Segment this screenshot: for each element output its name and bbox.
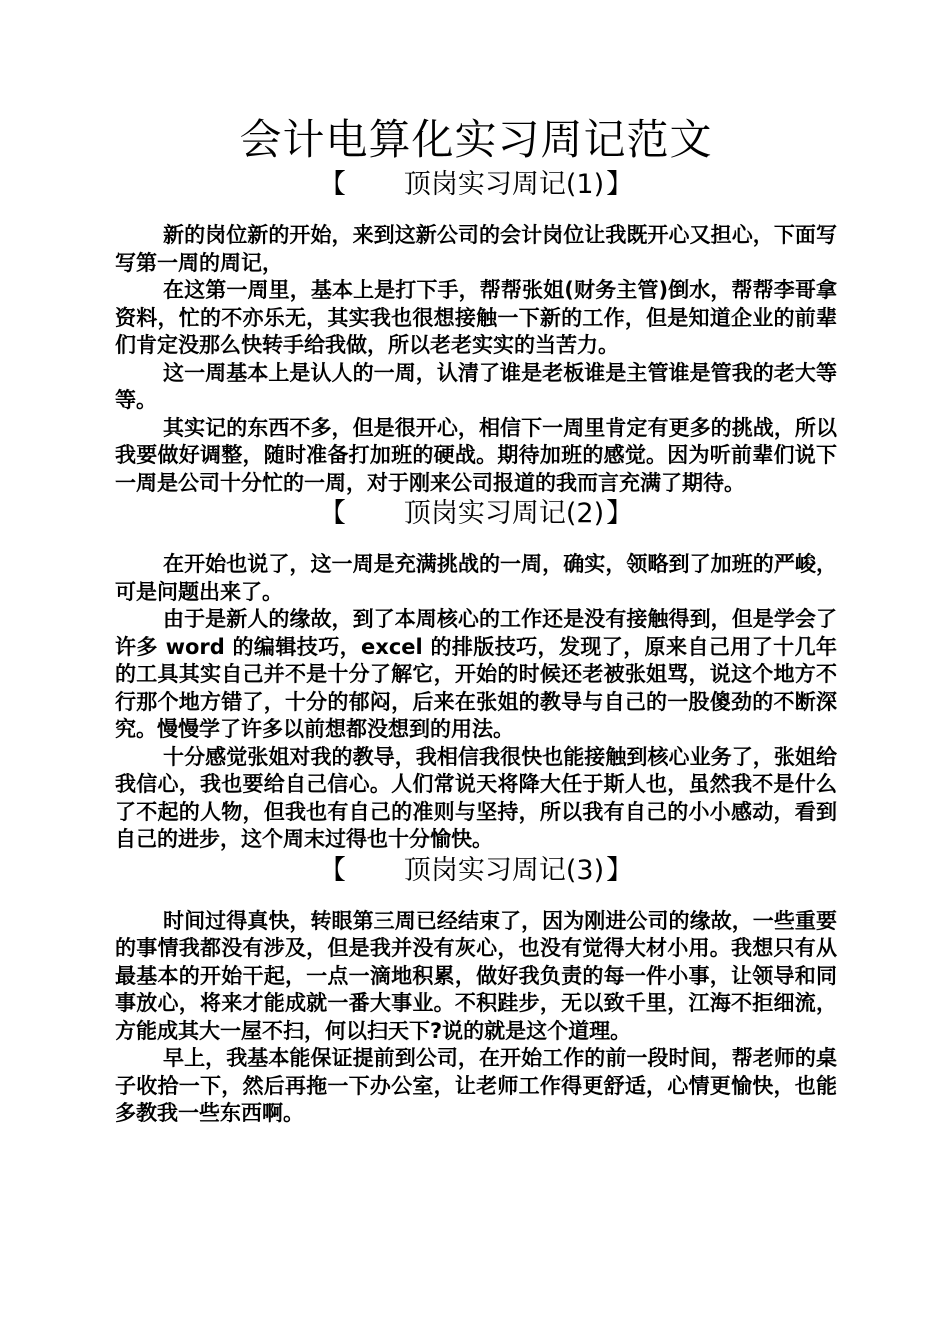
bracket-open: 【 [318, 169, 346, 200]
paragraph: 其实记的东西不多，但是很开心，相信下一周里肯定有更多的挑战，所以我要做好调整，随时准备打加班的硬战。期待加班的感觉。因为听前辈们说下一周是公司十分忙的一周，对于刚来公司报道的我而言充满了期待。 [115, 415, 837, 495]
spacer [115, 888, 837, 908]
paragraph: 时间过得真快，转眼第三周已经结束了，因为刚进公司的缘故，一些重要的事情我都没有涉及，但是我并没有灰心，也没有觉得大材小用。我想只有从最基本的开始干起，一点一滴地积累，做好我负责的每一件小事，让领导和同事放心，将来才能成就一番大事业。不积跬步，无以致千里，江海不拒细流，方能成其大一屋不扫，何以扫天下?说的就是这个道理。 [115, 908, 837, 1043]
bracket-open: 【 [318, 498, 346, 529]
section-heading-text: 顶岗实习周记(3) [403, 854, 605, 886]
bracket-close: 】 [606, 498, 634, 529]
spacer [115, 202, 837, 222]
paragraph: 新的岗位新的开始，来到这新公司的会计岗位让我既开心又担心，下面写写第一周的周记， [115, 223, 837, 275]
journal-section-week-2 [115, 497, 837, 854]
document-title: 会计电算化实习周记范文 [239, 115, 713, 164]
paragraph: 十分感觉张姐对我的教导，我相信我很快也能接触到核心业务了，张姐给我信心，我也要给自己信心。人们常说天将降大任于斯人也，虽然我不是什么了不起的人物，但我也有自己的准则与坚持，所以我有自己的小小感动，看到自己的进步，这个周末过得也十分愉快。 [115, 744, 837, 851]
section-heading [115, 854, 837, 888]
section-heading-text: 顶岗实习周记(1) [403, 169, 605, 200]
section-heading [115, 497, 837, 531]
journal-section-week-1 [115, 168, 837, 497]
section-body [115, 908, 837, 1128]
paragraph: 在开始也说了，这一周是充满挑战的一周，确实，领略到了加班的严峻，可是问题出来了。 [115, 552, 837, 604]
spacer [115, 531, 837, 551]
bracket-close: 】 [606, 169, 634, 200]
paragraph: 这一周基本上是认人的一周，认清了谁是老板谁是主管谁是管我的老大等等。 [115, 360, 837, 412]
section-heading [115, 168, 837, 202]
section-heading-text: 顶岗实习周记(2) [403, 498, 605, 529]
document-page [115, 112, 837, 1128]
section-body [115, 551, 837, 854]
paragraph: 早上，我基本能保证提前到公司，在开始工作的前一段时间，帮老师的桌子收拾一下，然后再拖一下办公室，让老师工作得更舒适，心情更愉快，也能多教我一些东西啊。 [115, 1046, 837, 1125]
paragraph: 由于是新人的缘故，到了本周核心的工作还是没有接触得到，但是学会了许多 word 的编辑技巧，excel 的排版技巧，发现了，原来自己用了十几年的工具其实自己并不是十分了解它，开始的时候还老被张姐骂，说这个地方不行那个地方错了，十分的郁闷，后来在张姐的教导与自己的一股傻劲的不断深究。慢慢学了许多以前想都没想到的用法。 [115, 607, 837, 741]
bracket-close: 】 [606, 854, 634, 886]
section-body [115, 222, 837, 497]
paragraph: 在这第一周里，基本上是打下手，帮帮张姐(财务主管)倒水，帮帮李哥拿资料，忙的不亦乐无，其实我也很想接触一下新的工作，但是知道企业的前辈们肯定没那么快转手给我做，所以老老实实的当苦力。 [115, 278, 837, 357]
bracket-open: 【 [318, 854, 346, 886]
journal-section-week-3 [115, 854, 837, 1128]
